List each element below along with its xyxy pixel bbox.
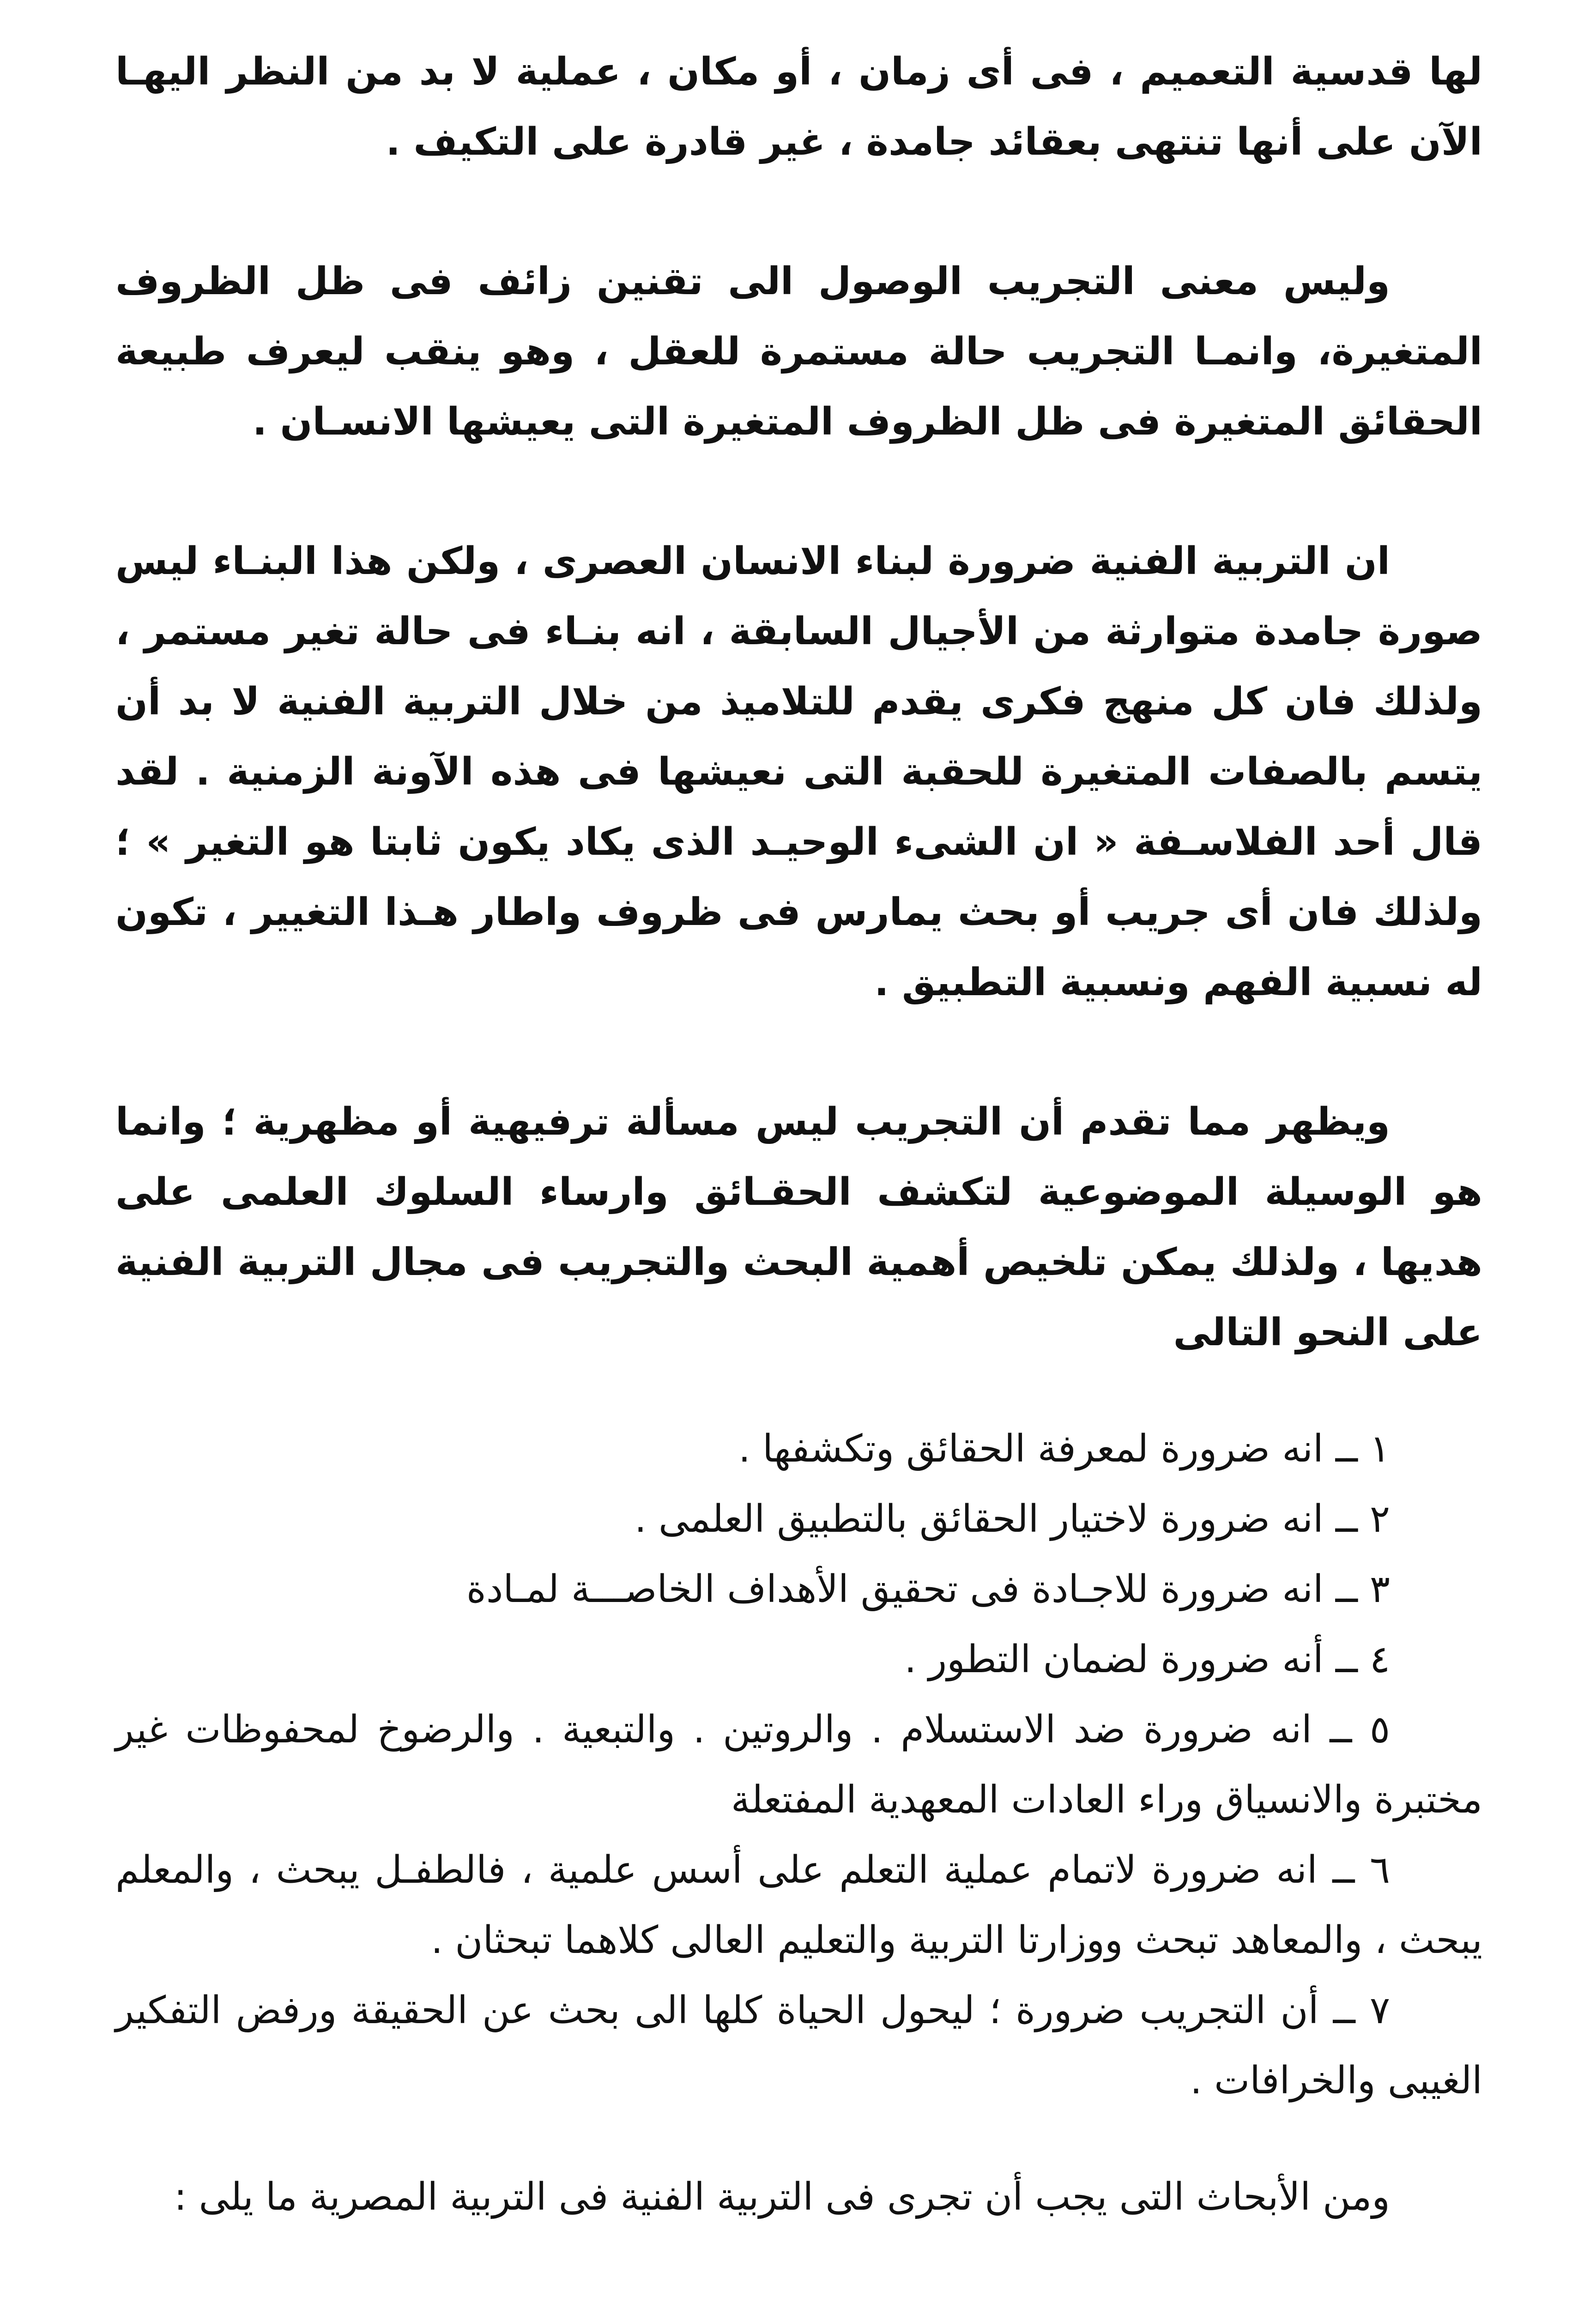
list-item-6: ٦ ــ انه ضرورة لاتمام عملية التعلم على أسس علمية ، فالطفـل يبحث ، والمعلم يبحث ، والمعاهد تبحث ووزارتا التربية والتعليم العالى كلاهما تبحثان . [115, 1848, 1482, 1962]
list-item-5: ٥ ــ انه ضرورة ضد الاستسلام . والروتين . والتبعية . والرضوخ لمحفوظات غير مختبرة والانسياق وراء العادات المعهدية المفتعلة [115, 1708, 1482, 1822]
list-item-7: ٧ ــ أن التجريب ضرورة ؛ ليحول الحياة كلها الى بحث عن الحقيقة ورفض التفكير الغيبى والخرافات . [115, 1989, 1482, 2103]
paragraph-4: ويظهر مما تقدم أن التجريب ليس مسألة ترفيهية أو مظهرية ؛ وانما هو الوسيلة الموضوعية لتكشف الحقـائق وارساء السلوك العلمى على هديها ، ولذلك يمكن تلخيص أهمية البحث والتجريب فى مجال التربية الفنية على النحو التالى [115, 1100, 1482, 1354]
numbered-list [115, 1414, 1482, 2116]
list-item-4: ٤ ــ أنه ضرورة لضمان التطور . [904, 1638, 1390, 1681]
text-column [115, 37, 1482, 2232]
closing-paragraph: ومن الأبحاث التى يجب أن تجرى فى التربية الفنية فى التربية المصرية ما يلى : [174, 2175, 1390, 2219]
list-item-1: ١ ــ انه ضرورة لمعرفة الحقائق وتكشفها . [738, 1427, 1390, 1471]
paragraph-3: ان التربية الفنية ضرورة لبناء الانسان العصرى ، ولكن هذا البنـاء ليس صورة جامدة متوارثة من الأجيال السابقة ، انه بنـاء فى حالة تغير مستمر ، ولذلك فان كل منهج فكرى يقدم للتلاميذ من خلال التربية الفنية لا بد أن يتسم بالصفات المتغيرة للحقبة التى نعيشها فى هذه الآونة الزمنية . لقد قال أحد الفلاسـفة « ان الشىء الوحيـد الذى يكاد يكون ثابتا هو التغير » ؛ ولذلك فان أى جريب أو بحث يمارس فى ظروف واطار هـذا التغيير ، تكون له نسبية الفهم ونسبية التطبيق . [115, 539, 1482, 1004]
paragraph-1: لها قدسية التعميم ، فى أى زمان ، أو مكان ، عملية لا بد من النظر اليهـا الآن على أنها تنتهى بعقائد جامدة ، غير قادرة على التكيف . [115, 50, 1482, 164]
paragraph-2: وليس معنى التجريب الوصول الى تقنين زائف فى ظل الظروف المتغيرة، وانمـا التجريب حالة مستمرة للعقل ، وهو ينقب ليعرف طبيعة الحقائق المتغيرة فى ظل الظروف المتغيرة التى يعيشها الانسـان . [115, 260, 1482, 444]
list-item-2: ٢ ــ انه ضرورة لاختيار الحقائق بالتطبيق العلمى . [634, 1497, 1390, 1541]
list-item-3: ٣ ــ انه ضرورة للاجـادة فى تحقيق الأهداف الخاصـــة لمـادة [466, 1567, 1390, 1611]
